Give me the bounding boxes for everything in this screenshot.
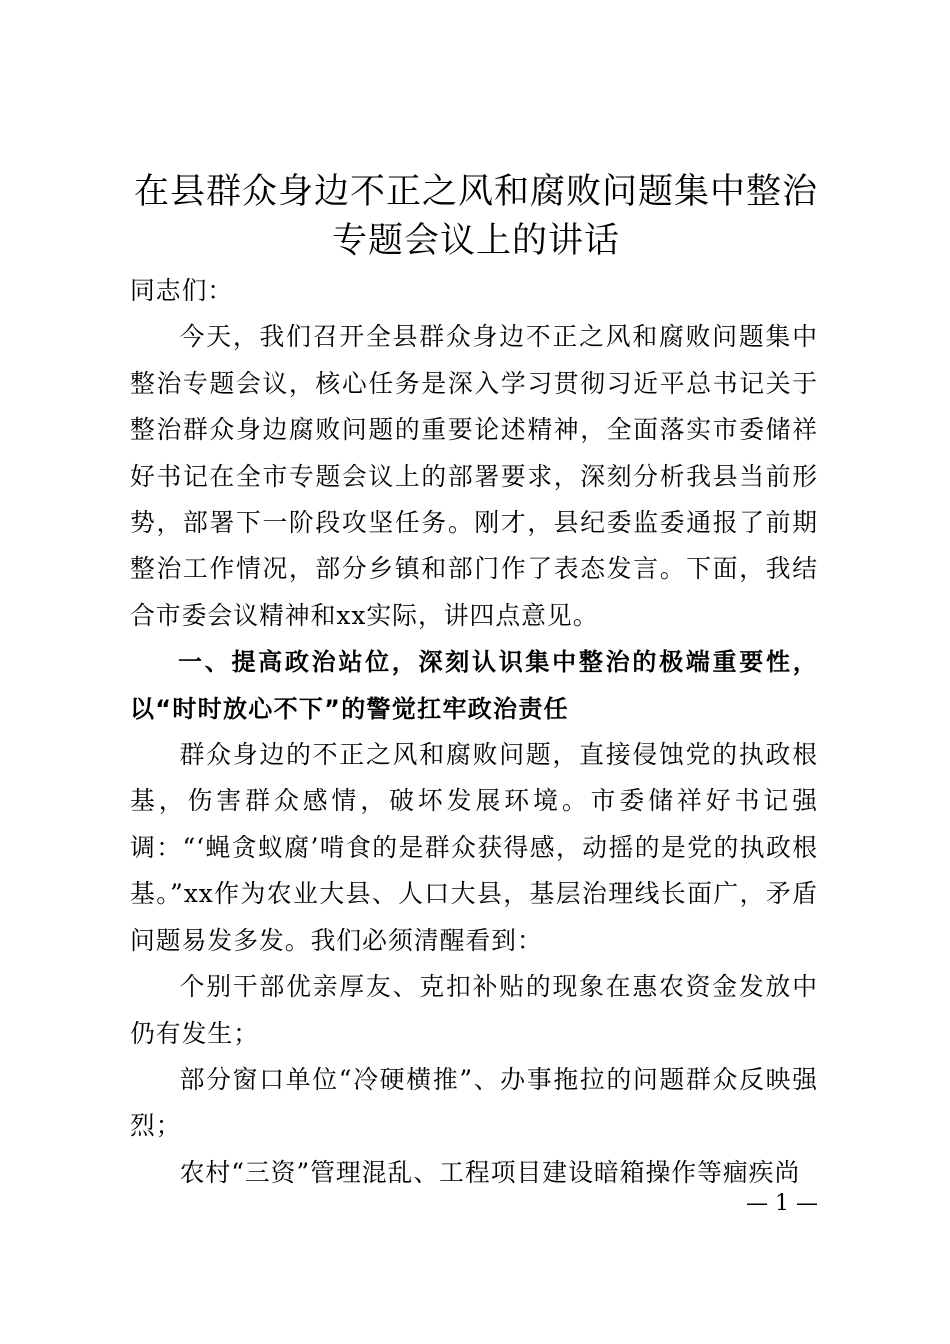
- document-title: 在县群众身边不正之风和腐败问题集中整治专题会议上的讲话: [133, 172, 818, 261]
- document-body: [130, 268, 818, 1196]
- section-1-paragraph-2: 个别干部优亲厚友、克扣补贴的现象在惠农资金发放中仍有发生；: [130, 972, 818, 1048]
- section-1-paragraph-4: 农村“三资”管理混乱、工程项目建设暗箱操作等痼疾尚: [179, 1157, 801, 1187]
- section-1-paragraph-3: 部分窗口单位“冷硬横推”、办事拖拉的问题群众反映强烈；: [130, 1064, 818, 1141]
- page-number: — 1 —: [746, 1191, 818, 1216]
- section-1-paragraph-1: 群众身边的不正之风和腐败问题，直接侵蚀党的执政根基，伤害群众感情，破坏发展环境。市委储祥好书记强调：“‘蝇贪蚁腐’啃食的是群众获得感，动摇的是党的执政根基。”xx作为农业大县、人口大县，基层治理线长面广，矛盾问题易发多发。我们必须清醒看到：: [130, 740, 818, 955]
- section-heading-1: 一、提高政治站位，深刻认识集中整治的极端重要性，以“时时放心不下”的警觉扛牢政治责任: [130, 648, 818, 723]
- intro-paragraph: 今天，我们召开全县群众身边不正之风和腐败问题集中整治专题会议，核心任务是深入学习贯彻习近平总书记关于整治群众身边腐败问题的重要论述精神，全面落实市委储祥好书记在全市专题会议上的部署要求，深刻分析我县当前形势，部署下一阶段攻坚任务。刚才，县纪委监委通报了前期整治工作情况，部分乡镇和部门作了表态发言。下面，我结合市委会议精神和xx实际，讲四点意见。: [130, 322, 818, 630]
- salutation: 同志们：: [130, 276, 234, 305]
